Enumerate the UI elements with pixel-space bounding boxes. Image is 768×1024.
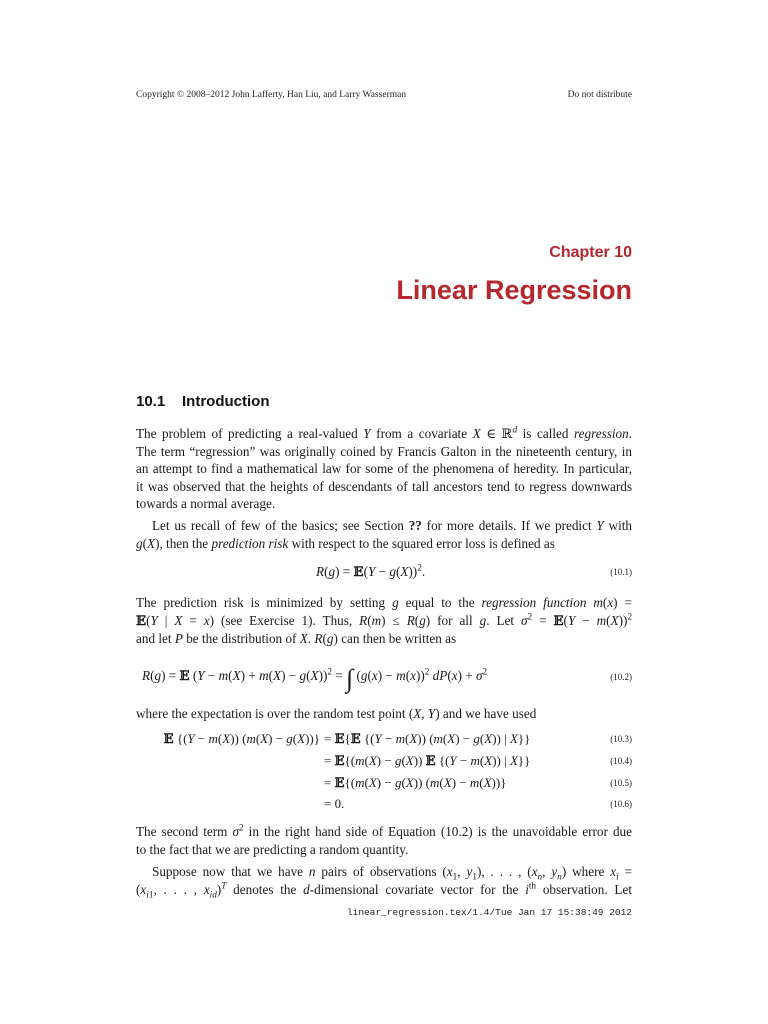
equation-number: (10.1) [610,567,632,577]
equation-10-6: = 0. (10.6) [324,796,632,811]
running-header-notice: Do not distribute [567,90,632,100]
chapter-label: Chapter 10 [549,244,632,261]
section-number: 10.1 [136,393,166,410]
equation-number: (10.2) [610,672,632,682]
text-line: Suppose now that we have n pairs of observations ($x_1$, $y_1$), . . . , ($x_n$, $y_n$) where $x_i$ = [152,864,633,882]
text-line: towards a normal average. [136,496,276,511]
text-line: 𝔼(Y | X = x) (see Exercise 1). Thus, R(m) ≤ R(g) for all g. Let $\sigma^2$ = 𝔼(Y − m(X))$^2$ [136,611,633,629]
text-line: The term “regression” was originally coined by Francis Galton in the nineteenth century, in [136,443,632,459]
paragraph-intro [136,425,632,513]
paragraph-unavoidable-error [136,823,632,858]
text-line: g(X), then the prediction risk with respect to the squared error loss is defined as [136,535,555,551]
section-title: Introduction [182,393,270,410]
equation-10-2: R(g) = 𝔼 $(Y - m(X) + m(X) - g(X))^2$ = ∫ $(g(x) - m(x))^2$ $dP(x) + \sigma^2$ (10.2) [142,664,632,693]
running-header-copyright: Copyright © 2008–2012 John Lafferty, Han Liu, and Larry Wasserman [136,90,407,100]
text-line: The problem of predicting a real-valued Y from a covariate X ∈ ℝ$^d$ is called regression. [136,424,633,441]
equation-number: (10.4) [610,756,632,766]
paragraph-regression-function [136,594,632,648]
section-heading [136,393,269,410]
text-line: it was observed that the heights of descendants of tall ancestors tend to regress downwards [136,478,632,494]
source-footer: linear_regression.tex/1.4/Tue Jan 17 15:38:49 2012 [346,907,632,918]
equation-number: (10.5) [610,778,632,788]
equation-10-4: = 𝔼{(m(X) − g(X)) 𝔼 {(Y − m(X)) | X}} (10.4) [324,753,632,769]
text-line: where the expectation is over the random test point (X, Y) and we have used [136,706,537,721]
text-line: The second term $\sigma^2$ in the right hand side of Equation (10.2) is the unavoidable error due [136,822,632,839]
equation-10-5: = 𝔼{(m(X) − g(X)) (m(X) − m(X))} (10.5) [324,775,632,791]
text-line: to the fact that we are predicting a random quantity. [136,841,409,857]
text-line: and let P be the distribution of X. R(g) can then be written as [136,631,457,646]
text-line: ($x_{i1}$, . . . , $x_{id})^T$ denotes the d-dimensional covariate vector for the $i^{th}$ observation. Let [136,880,632,900]
paragraph-observations [136,863,632,898]
equation-number: (10.6) [610,799,632,809]
text-line: The prediction risk is minimized by setting g equal to the regression function m(x) = [136,595,632,610]
equation-number: (10.3) [610,734,632,744]
chapter-title: Linear Regression [396,275,632,305]
equation-10-1: R(g) = 𝔼(Y − g(X))$^2$. (10.1) [316,562,632,580]
text-line: an attempt to find a mathematical law for some of the phenomena of heredity. In particular, [136,461,632,476]
equation-10-3: 𝔼 {(Y − m(X)) (m(X) − g(X))} = 𝔼{𝔼 {(Y − m(X)) (m(X) − g(X)) | X}} (10.3) [163,731,632,747]
paragraph-expectation [136,705,632,723]
text-line: Let us recall of few of the basics; see Section ?? for more details. If we predict Y with [152,518,633,533]
paragraph-prediction-risk [136,517,632,552]
